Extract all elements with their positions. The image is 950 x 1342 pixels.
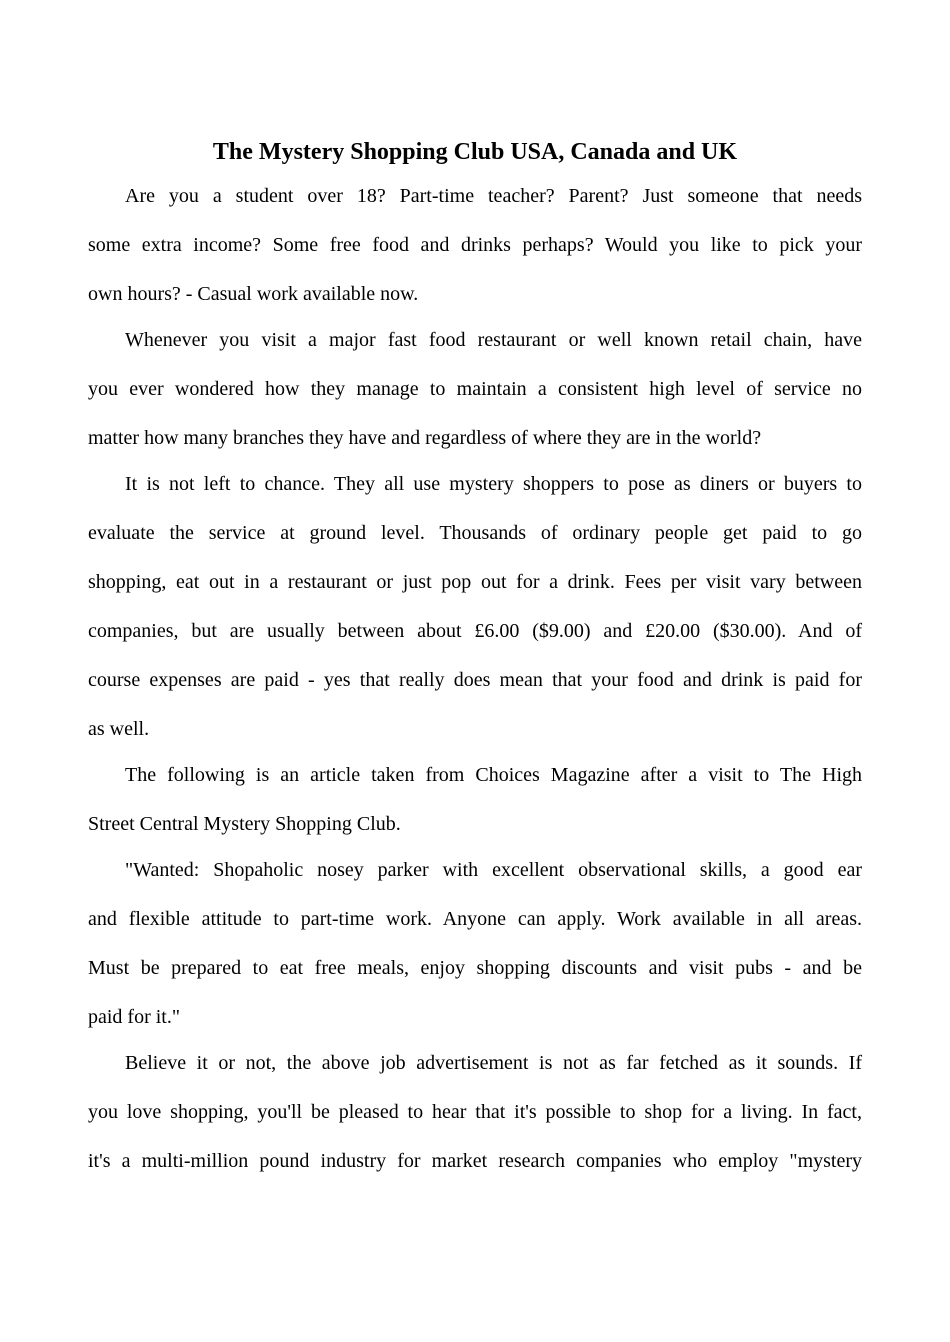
paragraph [88,172,862,319]
text-line: some extra income? Some free food and drinks perhaps? Would you like to pick your [88,234,862,256]
text-line: and flexible attitude to part-time work. Anyone can apply. Work available in all areas. [88,908,862,930]
text-line: course expenses are paid - yes that really does mean that your food and drink is paid for [88,669,862,691]
document-title: The Mystery Shopping Club USA, Canada and UK [212,139,738,165]
text-line: own hours? - Casual work available now. [88,283,419,305]
paragraph [88,1039,862,1186]
text-line: you ever wondered how they manage to maintain a consistent high level of service no [88,378,862,400]
text-line: "Wanted: Shopaholic nosey parker with excellent observational skills, a good ear [125,859,862,881]
paragraph [88,460,862,754]
text-line: it's a multi-million pound industry for market research companies who employ "mystery [88,1150,862,1172]
text-line: Must be prepared to eat free meals, enjoy shopping discounts and visit pubs - and be [88,957,862,979]
text-line: Street Central Mystery Shopping Club. [88,813,401,835]
text-line: Are you a student over 18? Part-time teacher? Parent? Just someone that needs [125,185,862,207]
text-line: companies, but are usually between about £6.00 ($9.00) and £20.00 ($30.00). And of [88,620,862,642]
text-line: matter how many branches they have and regardless of where they are in the world? [88,427,762,449]
text-line: paid for it." [88,1006,181,1028]
text-line: you love shopping, you'll be pleased to hear that it's possible to shop for a living. In fact, [88,1101,862,1123]
paragraph [88,751,862,849]
text-line: shopping, eat out in a restaurant or just pop out for a drink. Fees per visit vary between [88,571,862,593]
text-line: Whenever you visit a major fast food restaurant or well known retail chain, have [125,329,862,351]
text-line: It is not left to chance. They all use mystery shoppers to pose as diners or buyers to [125,473,862,495]
paragraph [88,846,862,1042]
text-line: Believe it or not, the above job advertisement is not as far fetched as it sounds. If [125,1052,862,1074]
document-body [88,172,862,1183]
text-line: The following is an article taken from Choices Magazine after a visit to The High [125,764,862,786]
text-line: as well. [88,718,150,740]
text-line: evaluate the service at ground level. Thousands of ordinary people get paid to go [88,522,862,544]
paragraph [88,316,862,463]
